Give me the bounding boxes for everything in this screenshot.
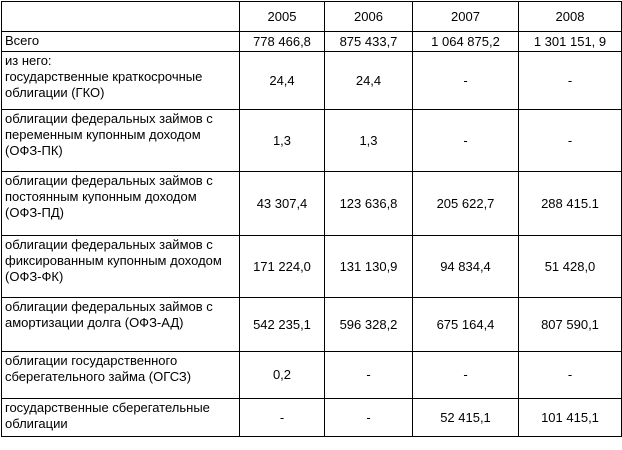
cell-value: - bbox=[519, 52, 622, 110]
cell-value: 101 415,1 bbox=[519, 399, 622, 437]
cell-value: - bbox=[413, 52, 519, 110]
row-label: Всего bbox=[2, 32, 240, 52]
header-cell-2007: 2007 bbox=[413, 2, 519, 32]
cell-value: 1 064 875,2 bbox=[413, 32, 519, 52]
cell-value: - bbox=[325, 352, 413, 399]
cell-value: 1 301 151, 9 bbox=[519, 32, 622, 52]
header-cell-2006: 2006 bbox=[325, 2, 413, 32]
table-row bbox=[2, 236, 622, 298]
table-row bbox=[2, 172, 622, 236]
row-label: облигации федеральных займов с фиксированным купонным доходом (ОФЗ-ФК) bbox=[2, 236, 240, 298]
header-cell-2005: 2005 bbox=[240, 2, 325, 32]
table-row bbox=[2, 110, 622, 172]
cell-value: - bbox=[325, 399, 413, 437]
table-row bbox=[2, 352, 622, 399]
cell-value: 807 590,1 bbox=[519, 298, 622, 352]
cell-value: 51 428,0 bbox=[519, 236, 622, 298]
cell-value: - bbox=[240, 399, 325, 437]
table-row bbox=[2, 399, 622, 437]
cell-value: - bbox=[519, 352, 622, 399]
cell-value: - bbox=[413, 110, 519, 172]
cell-value: - bbox=[519, 110, 622, 172]
cell-value: 1,3 bbox=[325, 110, 413, 172]
cell-value: 24,4 bbox=[325, 52, 413, 110]
cell-value: 1,3 bbox=[240, 110, 325, 172]
cell-value: 0,2 bbox=[240, 352, 325, 399]
cell-value: 288 415.1 bbox=[519, 172, 622, 236]
table-row-total bbox=[2, 32, 622, 52]
row-label: облигации федеральных займов с переменным купонным доходом (ОФЗ-ПК) bbox=[2, 110, 240, 172]
table-row bbox=[2, 298, 622, 352]
header-row bbox=[2, 2, 622, 32]
header-cell bbox=[2, 2, 240, 32]
row-label: облигации федеральных займов с амортизации долга (ОФЗ-АД) bbox=[2, 298, 240, 352]
cell-value: 875 433,7 bbox=[325, 32, 413, 52]
bonds-table bbox=[1, 1, 622, 437]
header-cell-2008: 2008 bbox=[519, 2, 622, 32]
cell-value: 94 834,4 bbox=[413, 236, 519, 298]
table-row bbox=[2, 52, 622, 110]
row-label: облигации федеральных займов с постоянным купонным доходом (ОФЗ-ПД) bbox=[2, 172, 240, 236]
row-label: из него: государственные краткосрочные облигации (ГКО) bbox=[2, 52, 240, 110]
cell-value: 24,4 bbox=[240, 52, 325, 110]
cell-value: 675 164,4 bbox=[413, 298, 519, 352]
cell-value: 43 307,4 bbox=[240, 172, 325, 236]
cell-value: 542 235,1 bbox=[240, 298, 325, 352]
cell-value: 123 636,8 bbox=[325, 172, 413, 236]
cell-value: 131 130,9 bbox=[325, 236, 413, 298]
cell-value: 171 224,0 bbox=[240, 236, 325, 298]
cell-value: 596 328,2 bbox=[325, 298, 413, 352]
cell-value: - bbox=[413, 352, 519, 399]
row-label: государственные сберегательные облигации bbox=[2, 399, 240, 437]
cell-value: 778 466,8 bbox=[240, 32, 325, 52]
cell-value: 205 622,7 bbox=[413, 172, 519, 236]
cell-value: 52 415,1 bbox=[413, 399, 519, 437]
row-label: облигации государственного сберегательного займа (ОГСЗ) bbox=[2, 352, 240, 399]
